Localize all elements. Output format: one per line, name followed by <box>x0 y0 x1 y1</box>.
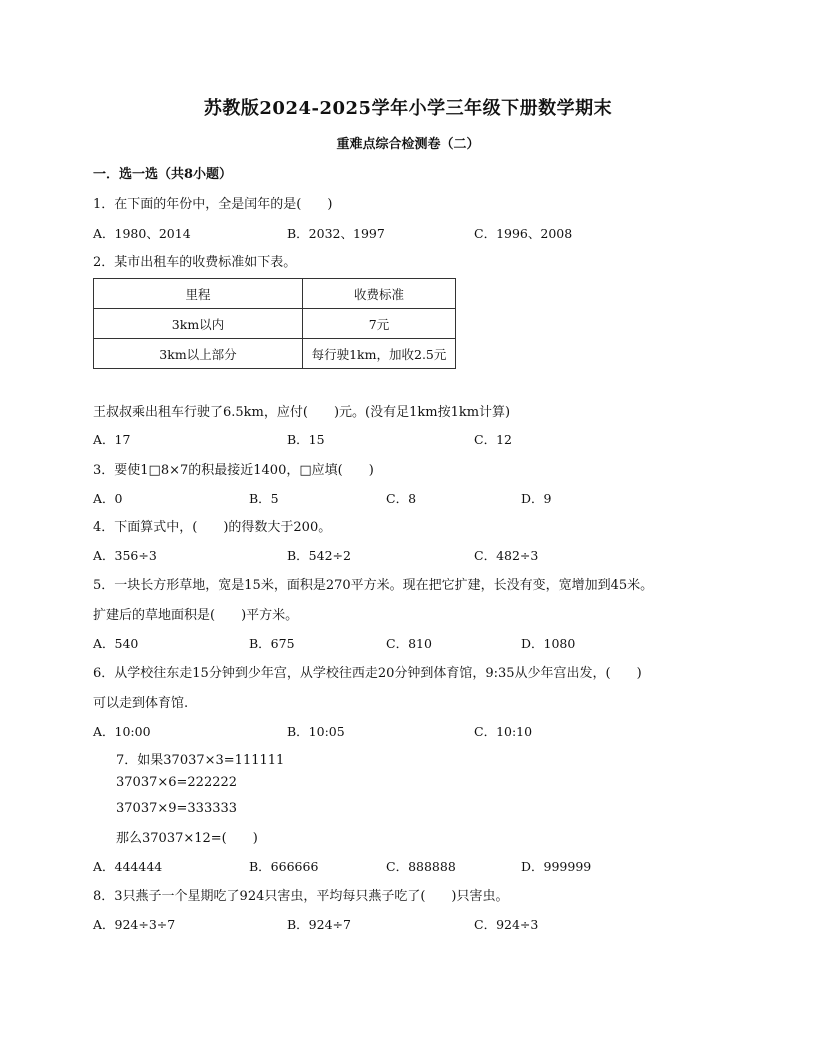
q1-option-a: A．1980、2014 <box>93 226 191 241</box>
question-7-line2: 37037×6=222222 <box>116 775 238 790</box>
fee-table-header-distance: 里程 <box>94 279 303 309</box>
q5-option-c: C．810 <box>386 636 432 651</box>
question-4-stem: 4．下面算式中，( )的得数大于200。 <box>93 520 332 535</box>
exam-subtitle: 重难点综合检测卷（二） <box>336 137 480 152</box>
q2-option-a: A．17 <box>93 432 131 447</box>
question-3-stem: 3．要使1□8×7的积最接近1400，□应填( ) <box>93 463 374 478</box>
q8-option-a: A．924÷3÷7 <box>93 917 176 932</box>
fee-table-cell: 3km以内 <box>94 309 303 339</box>
q5-option-d: D．1080 <box>521 636 576 651</box>
question-2-stem: 2．某市出租车的收费标准如下表。 <box>93 255 297 270</box>
q1-option-b: B．2032、1997 <box>287 226 385 241</box>
q3-option-b: B．5 <box>249 491 279 506</box>
fee-table-header-fee: 收费标准 <box>303 279 456 309</box>
q5-option-a: A．540 <box>93 636 139 651</box>
q3-option-d: D．9 <box>521 491 552 506</box>
fee-table-cell: 3km以上部分 <box>94 339 303 369</box>
question-6-stem-line1: 6．从学校往东走15分钟到少年宫，从学校往西走20分钟到体育馆，9:35从少年宫出发，( ) <box>93 666 642 681</box>
q7-option-d: D．999999 <box>521 859 592 874</box>
q1-option-c: C．1996、2008 <box>474 226 573 241</box>
q2-option-c: C．12 <box>474 432 512 447</box>
q4-option-b: B．542÷2 <box>287 548 351 563</box>
question-6-stem-line2: 可以走到体育馆. <box>93 696 189 711</box>
q7-option-a: A．444444 <box>93 859 163 874</box>
question-5-stem-line2: 扩建后的草地面积是( )平方米。 <box>93 608 299 623</box>
q6-option-a: A．10:00 <box>93 724 151 739</box>
q6-option-b: B．10:05 <box>287 724 345 739</box>
question-7-line4: 那么37037×12=( ) <box>116 831 258 846</box>
q5-option-b: B．675 <box>249 636 295 651</box>
q7-option-c: C．888888 <box>386 859 456 874</box>
q6-option-c: C．10:10 <box>474 724 533 739</box>
fee-table-cell: 每行驶1km，加收2.5元 <box>303 339 456 369</box>
question-8-stem: 8．3只燕子一个星期吃了924只害虫，平均每只燕子吃了( )只害虫。 <box>93 889 509 904</box>
q7-option-b: B．666666 <box>249 859 319 874</box>
fee-table-cell: 7元 <box>303 309 456 339</box>
exam-title: 苏教版2024-2025学年小学三年级下册数学期末 <box>203 98 613 119</box>
q2-option-b: B．15 <box>287 432 325 447</box>
q3-option-a: A．0 <box>93 491 123 506</box>
table-row <box>94 309 456 339</box>
question-1-stem: 1．在下面的年份中，全是闰年的是( ) <box>93 197 333 212</box>
q4-option-c: C．482÷3 <box>474 548 539 563</box>
question-2-text: 王叔叔乘出租车行驶了6.5km，应付( )元。(没有足1km按1km计算) <box>93 405 511 420</box>
question-7-line3: 37037×9=333333 <box>116 801 238 816</box>
q3-option-c: C．8 <box>386 491 417 506</box>
q8-option-c: C．924÷3 <box>474 917 539 932</box>
table-row <box>94 339 456 369</box>
fee-table <box>93 278 456 369</box>
q4-option-a: A．356÷3 <box>93 548 157 563</box>
section-heading: 一．选一选（共8小题） <box>93 167 233 182</box>
q8-option-b: B．924÷7 <box>287 917 351 932</box>
fee-table-header-row <box>94 279 456 309</box>
question-7-line1: 7．如果37037×3=111111 <box>116 753 285 768</box>
question-5-stem-line1: 5．一块长方形草地，宽是15米，面积是270平方米。现在把它扩建，长没有变，宽增加到45米。 <box>93 578 654 593</box>
